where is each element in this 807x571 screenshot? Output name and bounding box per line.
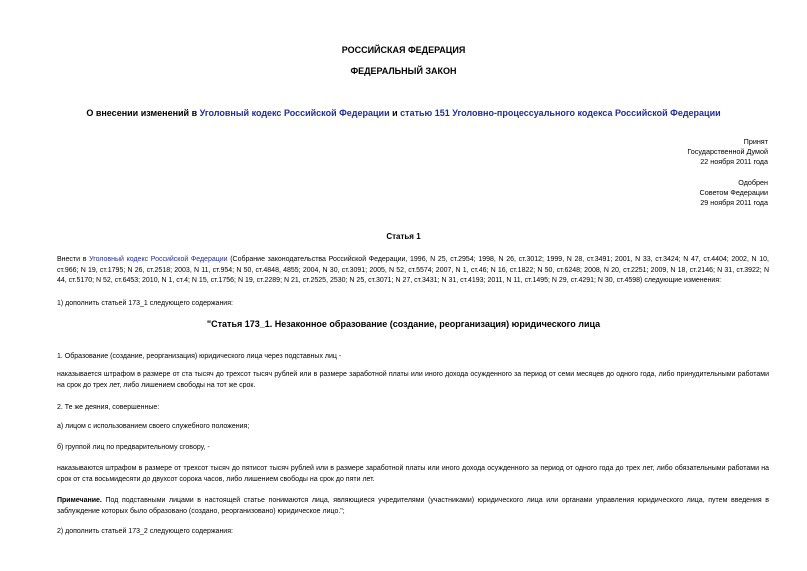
intro-rest: (Собрание законодательства Российской Федерации, 1996, N 25, ст.2954; 1998, N 26, ст.3012; 1999, N 28, ст.3491; 2001, N 33, ст.3424; N 47, ст.4404; 2002, N 10, ст.966; N 19, ст.1795; N 26, ст.2518; 2003, N 11, ст.954; N 50, ст.4848, 4855; 2004, N 30, ст.3091; 2005, N 52, ст.5574; 2007, N 1, ст.46; N 16, ст.1822; N 50, ст.6248; 2008, N 20, ст.2251; 2009, N 18, ст.2146; N 31, ст.3922; N 44, ст.5170; N 52, ст.6453; 2010, N 1, ст.4; N 15, ст.1756; N 19, ст.2289; N 21, ст.2525, 2530; N 25, ст.3071; N 27, ст.3431; N 31, ст.4193; 2011, N 11, ст.1495; N 29, ст.4291; N 30, ст.4598) следующие изменения: xyxy=(57,256,769,284)
penalty-1-text: наказывается штрафом в размере от ста тысяч до трехсот тысяч рублей или в размере заработной платы или иного дохода осужденного за период от семи месяцев до одного года, либо принудительными работами на срок до трех лет, либо лишением свободы на тот же срок. xyxy=(57,371,769,389)
adopted-status: Принят xyxy=(743,137,768,146)
item-2: 2) дополнить статьей 173_2 следующего содержания: xyxy=(57,528,233,535)
document-type-heading: ФЕДЕРАЛЬНЫЙ ЗАКОН xyxy=(350,66,457,76)
approved-body: Советом Федерации xyxy=(699,188,768,197)
penalty-2-text: наказываются штрафом в размере от трехсот тысяч до пятисот тысяч рублей или в размере заработной платы или иного дохода осужденного за период от одного года до трех лет, либо обязательными работами на срок от ста восьмидесяти до двухсот сорока часов, либо лишением свободы на срок до пяти лет. xyxy=(57,465,769,483)
article-heading: Статья 1 xyxy=(386,232,421,241)
criminal-code-link[interactable]: Уголовный кодекс Российской Федерации xyxy=(199,108,390,118)
law-title xyxy=(0,108,807,118)
adopted-date: 22 ноября 2011 года xyxy=(700,157,768,166)
paragraph-2-penalty xyxy=(39,464,769,485)
paragraph-2: 2. Те же деяния, совершенные: xyxy=(57,404,160,411)
paragraph-1: 1. Образование (создание, реорганизация) юридического лица через подставных лиц - xyxy=(57,353,342,360)
paragraph-1-penalty xyxy=(39,370,769,391)
intro-criminal-code-link[interactable]: Уголовный кодекс Российской Федерации xyxy=(89,256,228,263)
new-article-title: "Статья 173_1. Незаконное образование (создание, реорганизация) юридического лица xyxy=(206,319,601,329)
country-heading: РОССИЙСКАЯ ФЕДЕРАЦИЯ xyxy=(341,45,466,55)
title-middle: и xyxy=(389,108,401,118)
criminal-procedure-code-link[interactable]: статью 151 Уголовно-процессуального кодекса Российской Федерации xyxy=(400,108,721,118)
adopted-body: Государственной Думой xyxy=(687,147,768,156)
article-intro xyxy=(39,255,769,287)
note-label: Примечание. xyxy=(57,497,102,504)
item-1: 1) дополнить статьей 173_1 следующего содержания: xyxy=(57,300,233,307)
approved-date: 29 ноября 2011 года xyxy=(700,198,768,207)
note xyxy=(39,496,769,517)
intro-prefix: Внести в xyxy=(57,256,90,263)
approved-status: Одобрен xyxy=(738,178,768,187)
approved-block xyxy=(700,178,768,208)
paragraph-2b: б) группой лиц по предварительному сговору, - xyxy=(57,444,210,451)
paragraph-2a: а) лицом с использованием своего служебного положения; xyxy=(57,423,250,430)
note-text: Под подставными лицами в настоящей статье понимаются лица, являющиеся учредителями (участниками) юридического лица или органами управления юридического лица, путем введения в заблуждение которых было образовано (создано, реорганизовано) юридическое лицо."; xyxy=(57,497,769,515)
title-prefix: О внесении изменений в xyxy=(86,108,200,118)
adopted-block xyxy=(687,137,768,167)
